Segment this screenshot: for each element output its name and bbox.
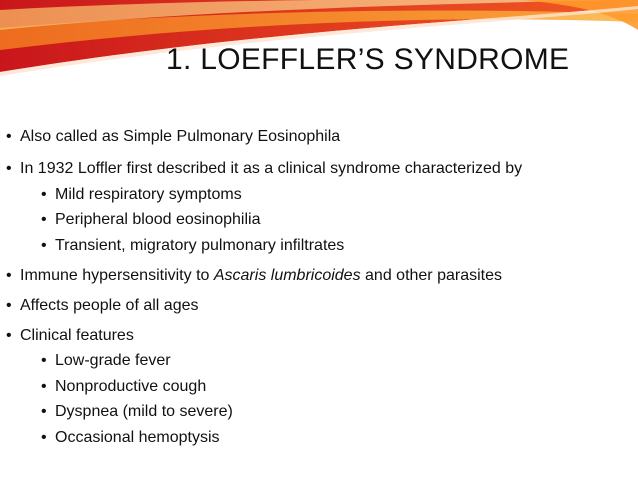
bullet-text: Low-grade fever bbox=[55, 352, 171, 369]
sub-bullet-item bbox=[41, 185, 242, 205]
bullet-text: Clinical features bbox=[20, 327, 134, 344]
sub-bullet-item bbox=[41, 402, 233, 422]
bullet-dot: • bbox=[6, 327, 12, 344]
bullet-dot: • bbox=[41, 211, 47, 228]
bullet-text: Also called as Simple Pulmonary Eosinophila bbox=[20, 128, 341, 145]
bullet-dot: • bbox=[6, 128, 12, 145]
bullet-text: Dyspnea (mild to severe) bbox=[55, 403, 233, 420]
bullet-text: In 1932 Loffler first described it as a clinical syndrome characterized by bbox=[20, 160, 523, 177]
bullet-item bbox=[6, 326, 134, 346]
bullet-dot: • bbox=[41, 429, 47, 446]
bullet-text: Mild respiratory symptoms bbox=[55, 186, 242, 203]
sub-bullet-item bbox=[41, 210, 261, 230]
bullet-text: Peripheral blood eosinophilia bbox=[55, 211, 261, 228]
bullet-text-italic: Ascaris lumbricoides bbox=[213, 267, 361, 284]
bullet-dot: • bbox=[41, 237, 47, 254]
bullet-text: Nonproductive cough bbox=[55, 378, 207, 395]
bullet-text: Occasional hemoptysis bbox=[55, 429, 220, 446]
sub-bullet-item bbox=[41, 428, 220, 448]
bullet-text: Transient, migratory pulmonary infiltrates bbox=[55, 237, 345, 254]
sub-bullet-item bbox=[41, 236, 345, 256]
bullet-item bbox=[6, 296, 199, 316]
bullet-item bbox=[6, 159, 523, 179]
bullet-dot: • bbox=[41, 403, 47, 420]
bullet-dot: • bbox=[41, 378, 47, 395]
bullet-dot: • bbox=[6, 160, 12, 177]
sub-bullet-item bbox=[41, 377, 207, 397]
bullet-dot: • bbox=[41, 186, 47, 203]
bullet-dot: • bbox=[41, 352, 47, 369]
bullet-text: Affects people of all ages bbox=[20, 297, 199, 314]
bullet-dot: • bbox=[6, 267, 12, 284]
bullet-item bbox=[6, 266, 502, 286]
bullet-text-after: and other parasites bbox=[360, 267, 502, 284]
bullet-dot: • bbox=[6, 297, 12, 314]
sub-bullet-item bbox=[41, 351, 171, 371]
slide-title: 1. LOEFFLER’S SYNDROME bbox=[166, 43, 570, 76]
bullet-text-before: Immune hypersensitivity to bbox=[20, 267, 214, 284]
bullet-item bbox=[6, 127, 341, 147]
